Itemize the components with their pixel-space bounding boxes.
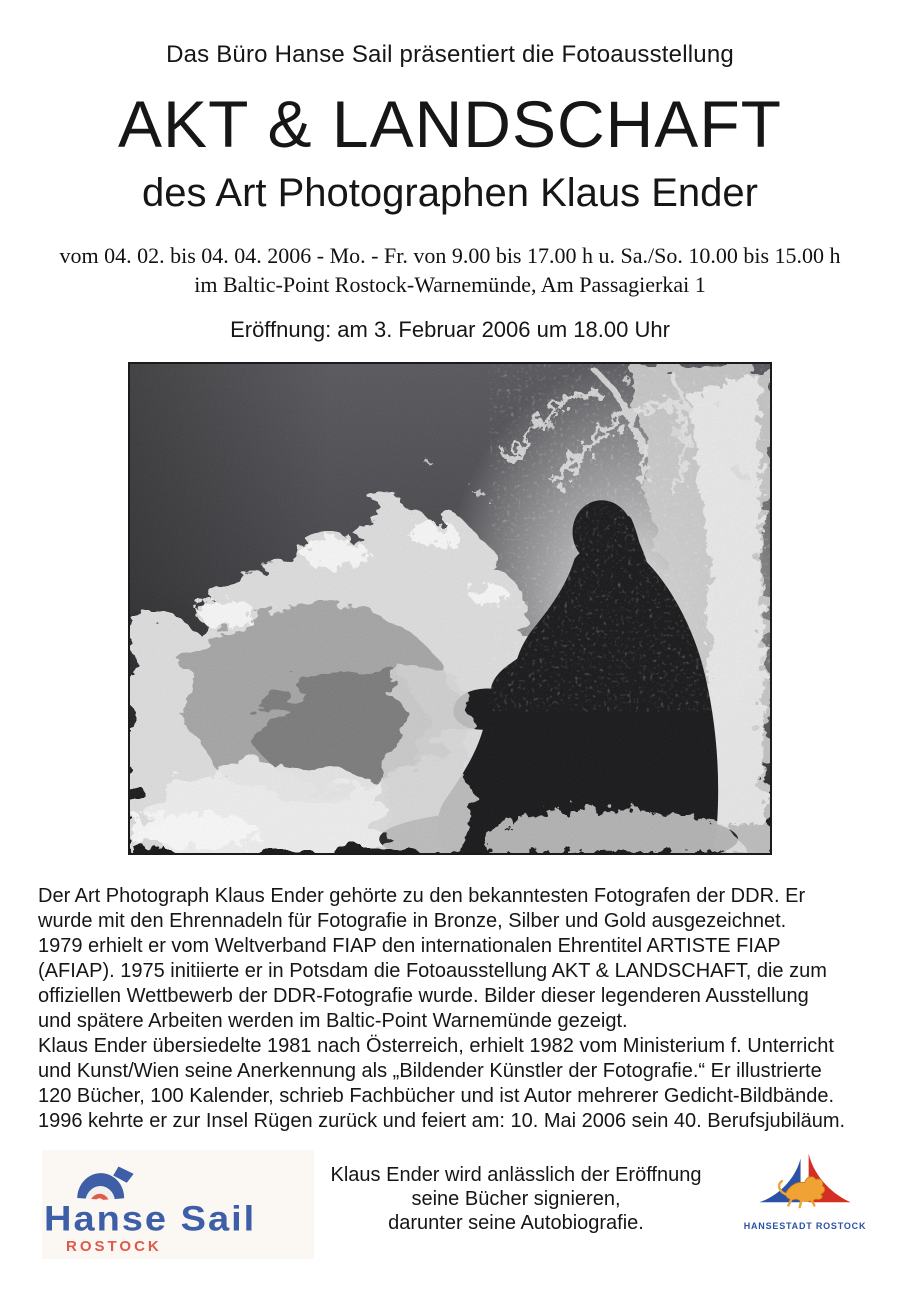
bio-line: 120 Bücher, 100 Kalender, schrieb Fachbücher und ist Autor mehrerer Gedicht-Bildbände. [38, 1085, 835, 1107]
bio-line: und spätere Arbeiten werden im Baltic-Point Warnemünde gezeigt. [38, 1010, 628, 1032]
bio-line: wurde mit den Ehrennadeln für Fotografie in Bronze, Silber und Gold ausgezeichnet. [38, 910, 787, 932]
rostock-griffin [779, 1177, 825, 1207]
biography-text [38, 884, 868, 1134]
venue-text: im Baltic-Point Rostock-Warnemünde, Am Passagierkai 1 [194, 272, 706, 297]
signing-line: Klaus Ender wird anlässlich der Eröffnung [330, 1164, 702, 1186]
signing-line: darunter seine Autobiografie. [388, 1212, 644, 1234]
film-grain [130, 364, 770, 853]
hansestadt-rostock-logo [743, 1152, 867, 1231]
bio-line: Klaus Ender übersiedelte 1981 nach Österreich, erhielt 1982 vom Ministerium f. Unterricht [38, 1035, 834, 1057]
bio-line: 1979 erhielt er vom Weltverband FIAP den internationalen Ehrentitel ARTISTE FIAP [38, 935, 781, 957]
exhibition-title: AKT & LANDSCHAFT [118, 87, 782, 161]
hanse-sail-flag-icon [72, 1152, 150, 1204]
hanse-sail-wordmark: Hanse Sail [44, 1200, 257, 1239]
hanse-sail-city-label: ROSTOCK [66, 1238, 162, 1255]
bio-line: (AFIAP). 1975 initiierte er in Potsdam die Fotoausstellung AKT & LANDSCHAFT, die zum [38, 960, 827, 982]
hanse-sail-logo [42, 1150, 314, 1259]
bio-line: und Kunst/Wien seine Anerkennung als „Bildender Künstler der Fotografie.“ Er illustrierte [38, 1060, 822, 1082]
signing-note [320, 1163, 712, 1235]
exhibition-subtitle: des Art Photographen Klaus Ender [142, 171, 758, 215]
rostock-logo-label: HANSESTADT ROSTOCK [743, 1221, 867, 1231]
opening-text: Eröffnung: am 3. Februar 2006 um 18.00 Uhr [230, 317, 670, 342]
schedule-block [0, 241, 900, 299]
schedule-dates-text: vom 04. 02. bis 04. 04. 2006 - Mo. - Fr. von 9.00 bis 17.00 h u. Sa./So. 10.00 bis 15.00 h [59, 243, 841, 268]
signing-line: seine Bücher signieren, [411, 1188, 621, 1210]
bio-line: offiziellen Wettbewerb der DDR-Fotografie wurde. Bilder dieser legenderen Ausstellung [38, 985, 809, 1007]
poster-intro-text: Das Büro Hanse Sail präsentiert die Fotoausstellung [166, 41, 734, 68]
rostock-coat-icon [743, 1152, 867, 1220]
bio-line: 1996 kehrte er zur Insel Rügen zurück und feiert am: 10. Mai 2006 sein 40. Berufsjubiläum. [38, 1110, 846, 1132]
photo-artwork [130, 364, 770, 853]
bio-line: Der Art Photograph Klaus Ender gehörte zu den bekanntesten Fotografen der DDR. Er [38, 885, 806, 907]
exhibition-photo [128, 362, 772, 855]
